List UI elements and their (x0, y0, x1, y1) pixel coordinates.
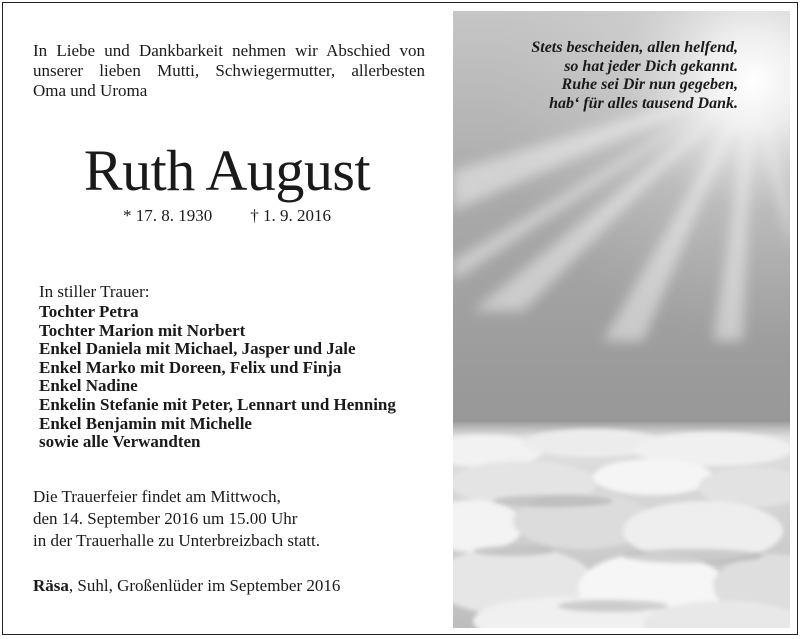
mourner: Tochter Petra (39, 302, 139, 321)
intro-line: Oma und Uroma (33, 81, 148, 100)
intro-text (33, 41, 425, 101)
mourners-block (39, 282, 439, 452)
verse-line: hab‘ für alles tausend Dank. (549, 94, 738, 112)
death-date: † 1. 9. 2016 (250, 206, 331, 225)
text-column (3, 3, 451, 634)
mourner: Enkel Daniela mit Michael, Jasper und Jale (39, 339, 356, 359)
mourner: Enkelin Stefanie mit Peter, Lennart und Henning (39, 394, 396, 414)
place-date (33, 575, 433, 597)
mourner: Enkel Benjamin mit Michelle (39, 413, 252, 433)
obituary-notice (2, 2, 798, 635)
mourners-list (39, 303, 439, 452)
memorial-verse (453, 39, 738, 113)
place-rest: , Suhl, Großenlüder im September 2016 (68, 576, 341, 595)
cloud-layer (453, 421, 790, 628)
place-main: Räsa (33, 576, 69, 595)
sky-image (453, 11, 790, 628)
funeral-info (33, 486, 433, 552)
birth-date: * 17. 8. 1930 (123, 206, 213, 225)
mourner: Enkel Marko mit Doreen, Felix und Finja (39, 357, 342, 377)
intro-line: unserer lieben Mutti, Schwiegermutter, allerbesten (33, 61, 425, 80)
verse-line: Ruhe sei Dir nun gegeben, (561, 76, 738, 93)
intro-line: In Liebe und Dankbarkeit nehmen wir Abschied von (33, 41, 425, 60)
mourner: Tochter Marion mit Norbert (39, 320, 246, 340)
funeral-line: in der Trauerhalle zu Unterbreizbach statt. (33, 531, 321, 550)
verse-line: so hat jeder Dich gekannt. (564, 57, 738, 75)
life-dates (3, 205, 451, 227)
mourner: sowie alle Verwandten (39, 432, 201, 452)
verse-line: Stets bescheiden, allen helfend, (531, 39, 738, 56)
mourner: Enkel Nadine (39, 376, 138, 396)
mourners-label: In stiller Trauer: (39, 282, 150, 301)
funeral-line: Die Trauerfeier findet am Mittwoch, (33, 487, 281, 506)
deceased-name: Ruth August (83, 138, 371, 203)
funeral-line: den 14. September 2016 um 15.00 Uhr (33, 509, 298, 528)
